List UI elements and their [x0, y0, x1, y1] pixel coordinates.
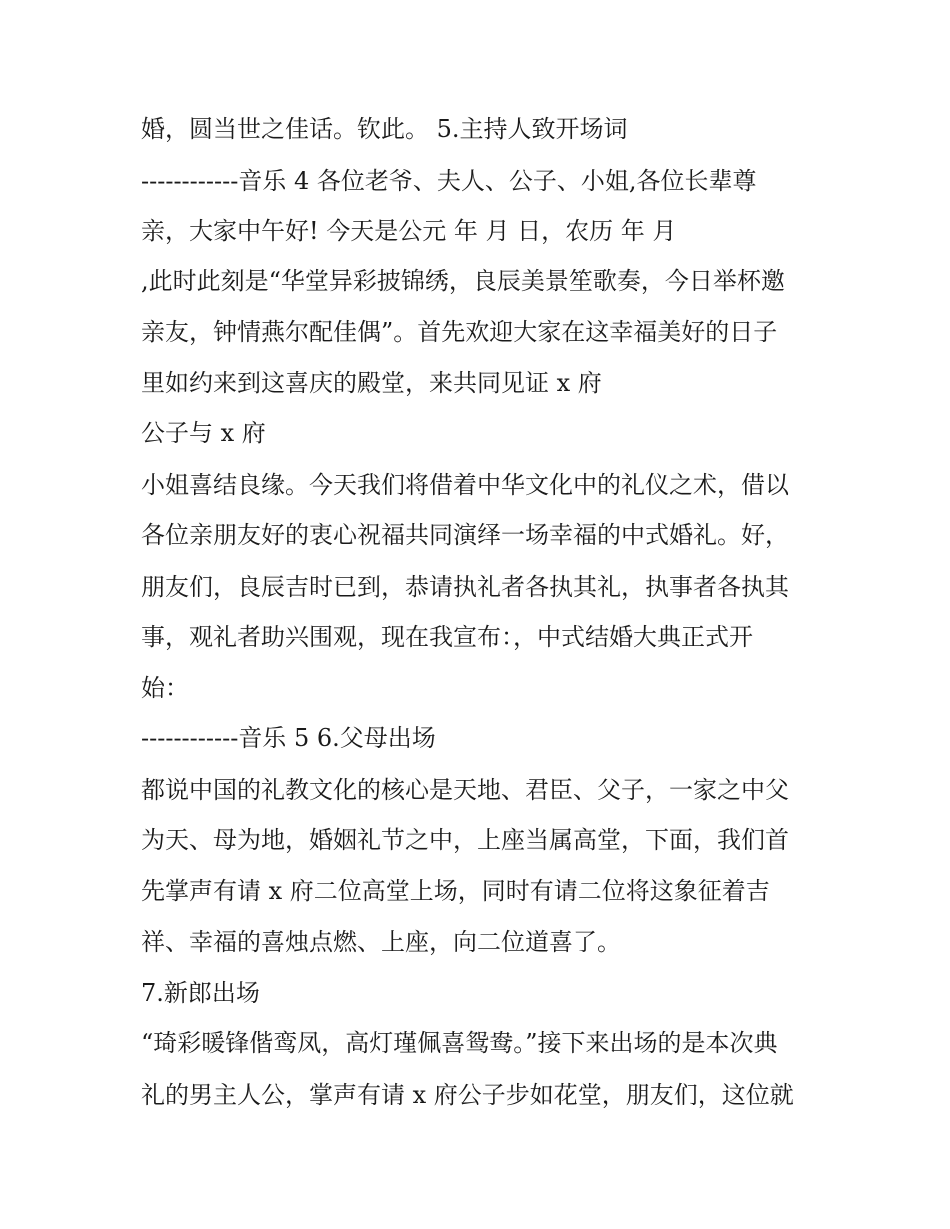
text-line: “琦彩暖锋偕鸾凤，高灯瑾佩喜鸳鸯。”接下来出场的是本次典 [141, 1029, 778, 1057]
text-line: 礼的男主人公，掌声有请 x 府公子步如花堂，朋友们，这位就 [141, 1081, 794, 1109]
text-line: 朋友们，良辰吉时已到，恭请执礼者各执其礼，执事者各执其 [141, 573, 789, 601]
text-line: 祥、幸福的喜烛点燃、上座，向二位道喜了。 [141, 928, 621, 956]
text-line: 里如约来到这喜庆的殿堂，来共同见证 x 府 [141, 369, 602, 397]
text-line: 7.新郎出场 [141, 979, 260, 1007]
text-line: ,此时此刻是“华堂异彩披锦绣，良辰美景笙歌奏，今日举杯邀 [141, 267, 785, 295]
text-line: 始： [141, 674, 189, 702]
text-line: 先掌声有请 x 府二位高堂上场，同时有请二位将这象征着吉 [141, 877, 770, 905]
text-line: ------------音乐 4 各位老爷、夫人、公子、小姐,各位长辈尊 [141, 167, 757, 195]
text-line: 亲，大家中午好! 今天是公元 年 月 日，农历 年 月 [141, 217, 677, 245]
text-line: 为天、母为地，婚姻礼节之中，上座当属高堂，下面，我们首 [141, 826, 789, 854]
text-line: 小姐喜结良缘。今天我们将借着中华文化中的礼仪之术，借以 [141, 471, 789, 499]
text-line: 各位亲朋友好的衷心祝福共同演绎一场幸福的中式婚礼。好， [141, 521, 789, 549]
text-line: 都说中国的礼教文化的核心是天地、君臣、父子，一家之中父 [141, 776, 789, 804]
text-line: 公子与 x 府 [141, 419, 266, 447]
text-line: 事，观礼者助兴围观，现在我宣布：，中式结婚大典正式开 [141, 623, 753, 651]
text-line: ------------音乐 5 6.父母出场 [141, 724, 436, 752]
text-line: 婚，圆当世之佳话。钦此。 5.主持人致开场词 [141, 115, 628, 143]
text-line: 亲友，钟情燕尔配佳偶”。首先欢迎大家在这幸福美好的日子 [141, 318, 778, 346]
